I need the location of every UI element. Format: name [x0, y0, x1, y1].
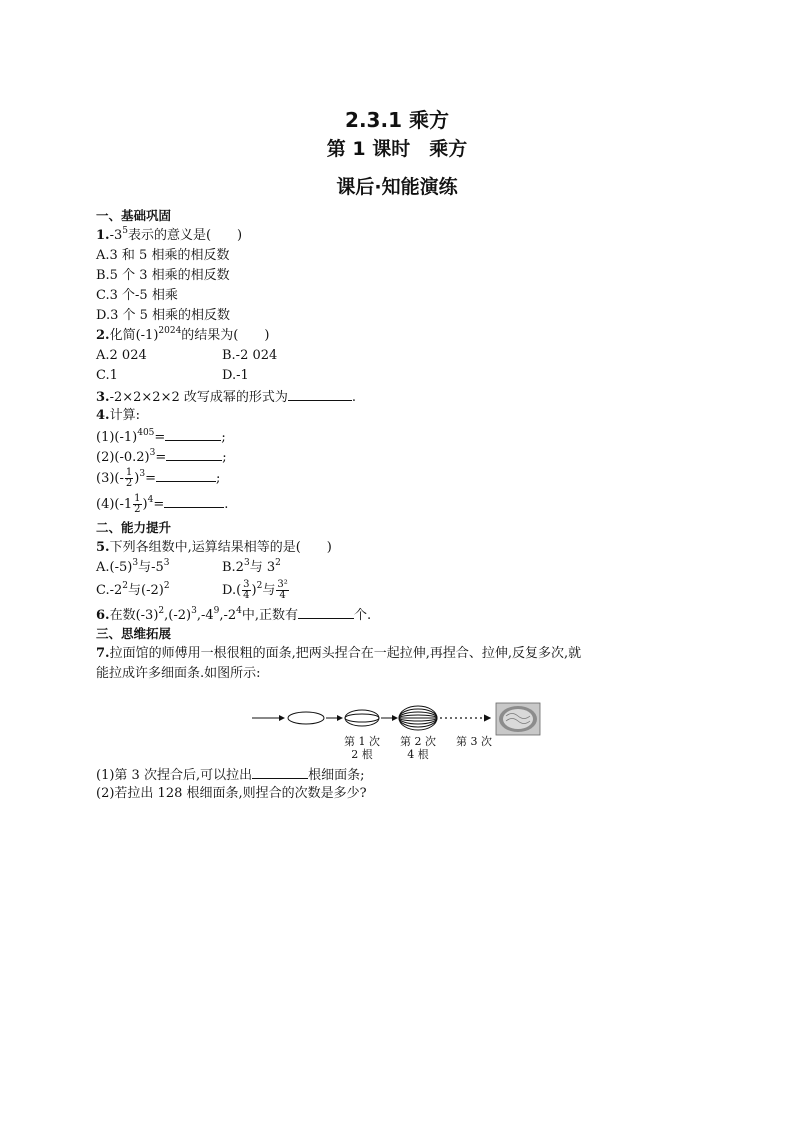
- q4-part-3: [96, 466, 706, 492]
- q2-option-b: B.-2 024: [222, 348, 278, 363]
- question-number: 7.: [96, 646, 110, 661]
- fraction-denominator: 2: [134, 504, 141, 515]
- q5-option-c: [96, 583, 170, 598]
- q1-exponent: 5: [122, 226, 128, 236]
- q4-text: 计算:: [109, 408, 140, 423]
- q4-p2-text: (2)(-0.2): [96, 450, 150, 465]
- q4-p2-equals: =: [155, 450, 167, 465]
- stage-1-label: [344, 735, 380, 761]
- q5-d-exp: 2: [256, 581, 263, 591]
- semicolon: ;: [221, 430, 226, 445]
- answer-blank[interactable]: [165, 426, 221, 441]
- q4-part-1: [96, 426, 706, 446]
- q4-part-4: [96, 492, 706, 518]
- q5-a-text: A.(-5): [96, 560, 133, 575]
- stage-2-label: [400, 735, 436, 761]
- q5-b-exp2: 2: [275, 558, 281, 568]
- q4-p4-paren: ): [142, 497, 148, 512]
- section-title: 2.3.1 乘方: [345, 108, 449, 132]
- question-number: 4.: [96, 408, 110, 423]
- question-number: 5.: [96, 540, 110, 555]
- noodle-diagram: [250, 698, 550, 768]
- question-6: [96, 604, 706, 624]
- q4-part-2: [96, 446, 706, 466]
- q5-d-and: 与: [262, 583, 276, 598]
- q5-text: 下列各组数中,运算结果相等的是( ): [109, 540, 332, 555]
- answer-blank[interactable]: [288, 386, 352, 401]
- fraction: [133, 494, 141, 515]
- q6-exp: 4: [236, 606, 242, 616]
- question-2-stem: [96, 326, 706, 346]
- q5-d-text: D.(: [222, 583, 242, 598]
- q4-p4-text: (4)(-1: [96, 497, 133, 512]
- question-number: 6.: [96, 608, 110, 623]
- q6-text: 在数(-3): [109, 608, 159, 623]
- question-7-line-1: [96, 644, 706, 664]
- q7-part-2: (2)若拉出 128 根细面条,则捏合的次数是多少?: [96, 786, 367, 801]
- q5-options-row-2: [96, 578, 706, 604]
- q2-text: 化简(-1): [109, 328, 159, 343]
- question-number: 3.: [96, 390, 110, 405]
- q6-text: ,-4: [196, 608, 214, 623]
- q2-options-row-2: [96, 366, 706, 386]
- q5-option-b: [222, 558, 281, 578]
- stage-3-label: [456, 735, 492, 748]
- q5-d-paren: ): [251, 583, 257, 598]
- q5-b-mid: 与 3: [249, 560, 276, 575]
- fraction-denominator: 4: [279, 590, 286, 601]
- stage-1-caption: 第 1 次: [344, 735, 380, 748]
- question-number: 2.: [96, 328, 110, 343]
- fraction-denominator: 4: [243, 590, 250, 601]
- stage-1-count: 2 根: [351, 748, 373, 761]
- q5-option-d: [222, 578, 290, 604]
- q2-options-row-1: [96, 346, 706, 366]
- q4-p1-exponent: 405: [137, 428, 155, 438]
- q2-option-c: C.1: [96, 368, 118, 383]
- q6-text: ,-2: [219, 608, 237, 623]
- answer-blank[interactable]: [252, 764, 308, 779]
- q5-c-text: C.-2: [96, 583, 123, 598]
- stage-2-caption: 第 2 次: [400, 735, 436, 748]
- answer-blank[interactable]: [166, 446, 222, 461]
- q1-option-d: D.3 个 5 相乘的相反数: [96, 308, 231, 323]
- q3-period: .: [351, 390, 357, 405]
- q3-text: -2×2×2×2 改写成幂的形式为: [109, 390, 288, 405]
- fraction: [276, 580, 288, 601]
- fraction-numerator: 3: [243, 579, 250, 590]
- q6-exp: 3: [191, 606, 197, 616]
- fraction-numerator: 3²: [277, 579, 288, 590]
- q7-part-1: [96, 764, 367, 784]
- fraction-numerator: 1: [134, 493, 141, 504]
- q5-c-exp2: 2: [163, 581, 170, 591]
- answer-blank[interactable]: [164, 493, 224, 508]
- q7-text: 拉面馆的师傅用一根很粗的面条,把两头捏合在一起拉伸,再捏合、拉伸,反复多次,就: [109, 646, 582, 661]
- q5-a-exp2: 3: [163, 558, 170, 568]
- answer-blank[interactable]: [156, 467, 216, 482]
- exercise-content: [96, 206, 706, 684]
- q4-p1-equals: =: [154, 430, 166, 445]
- q1-option-b: B.5 个 3 相乘的相反数: [96, 268, 230, 283]
- q1-text-end: 表示的意义是( ): [127, 228, 243, 243]
- question-4-stem: [96, 406, 706, 426]
- q4-p1-text: (1)(-1): [96, 430, 138, 445]
- q7-p1-text: (1)第 3 次捏合后,可以拉出: [96, 768, 253, 783]
- q4-p3-paren: ): [134, 471, 140, 486]
- noodle-bowl-icon: [496, 703, 540, 735]
- question-1-stem: [96, 226, 706, 246]
- question-7-line-2: 能拉成许多细面条.如图所示:: [96, 666, 261, 681]
- question-5-stem: [96, 538, 706, 558]
- q4-p3-exponent: 3: [139, 469, 146, 479]
- q4-p2-exponent: 3: [149, 448, 156, 458]
- q7-p1-end: 根细面条;: [308, 768, 365, 783]
- section-heading-extension: 三、思维拓展: [96, 626, 172, 641]
- question-number: 1.: [96, 228, 110, 243]
- stage-3-loops: [399, 706, 437, 730]
- q6-exp: 2: [158, 606, 165, 616]
- stage-2-count: 4 根: [407, 748, 429, 761]
- stage-1-loop: [288, 712, 324, 724]
- q5-options-row-1: [96, 558, 706, 578]
- subtitle: 课后·知能演练: [336, 176, 458, 198]
- q2-option-a: A.2 024: [96, 348, 147, 363]
- q4-p3-equals: =: [145, 471, 156, 486]
- q6-exp: 9: [213, 606, 220, 616]
- section-heading-basic: 一、基础巩固: [96, 208, 172, 223]
- q6-end: 个.: [354, 608, 372, 623]
- q4-p4-exponent: 4: [147, 495, 154, 505]
- q6-text: ,(-2): [164, 608, 192, 623]
- q2-option-d: D.-1: [222, 368, 249, 383]
- fraction-denominator: 2: [125, 478, 133, 489]
- q1-text: -3: [109, 228, 123, 243]
- q5-b-exp1: 3: [243, 558, 250, 568]
- stage-3-caption: 第 3 次: [456, 735, 492, 748]
- stage-2-loops: [345, 710, 379, 726]
- section-heading-ability: 二、能力提升: [96, 520, 172, 535]
- q4-p4-equals: =: [153, 497, 165, 512]
- lesson-title: 第 1 课时 乘方: [326, 138, 468, 160]
- q1-option-a: A.3 和 5 相乘的相反数: [96, 248, 230, 263]
- q5-c-mid: 与(-2): [128, 583, 164, 598]
- semicolon: ;: [215, 471, 221, 486]
- q5-c-exp1: 2: [122, 581, 129, 591]
- question-3: [96, 386, 706, 406]
- q2-text-end: 的结果为( ): [181, 328, 270, 343]
- q4-p3-text: (3)(-: [96, 471, 124, 486]
- semicolon: ;: [222, 450, 227, 465]
- q2-exponent: 2024: [158, 326, 182, 336]
- fraction-numerator: 1: [125, 467, 133, 478]
- q1-option-c: C.3 个-5 相乘: [96, 288, 178, 303]
- q5-a-exp1: 3: [132, 558, 139, 568]
- fraction: [125, 468, 133, 489]
- q6-text: 中,正数有: [241, 608, 299, 623]
- fraction: [242, 580, 250, 601]
- period: .: [224, 497, 229, 512]
- q5-a-mid: 与-5: [138, 560, 164, 575]
- q5-b-text: B.2: [222, 560, 244, 575]
- answer-blank[interactable]: [298, 604, 354, 619]
- q5-option-a: [96, 560, 169, 575]
- question-7-parts: [96, 764, 367, 804]
